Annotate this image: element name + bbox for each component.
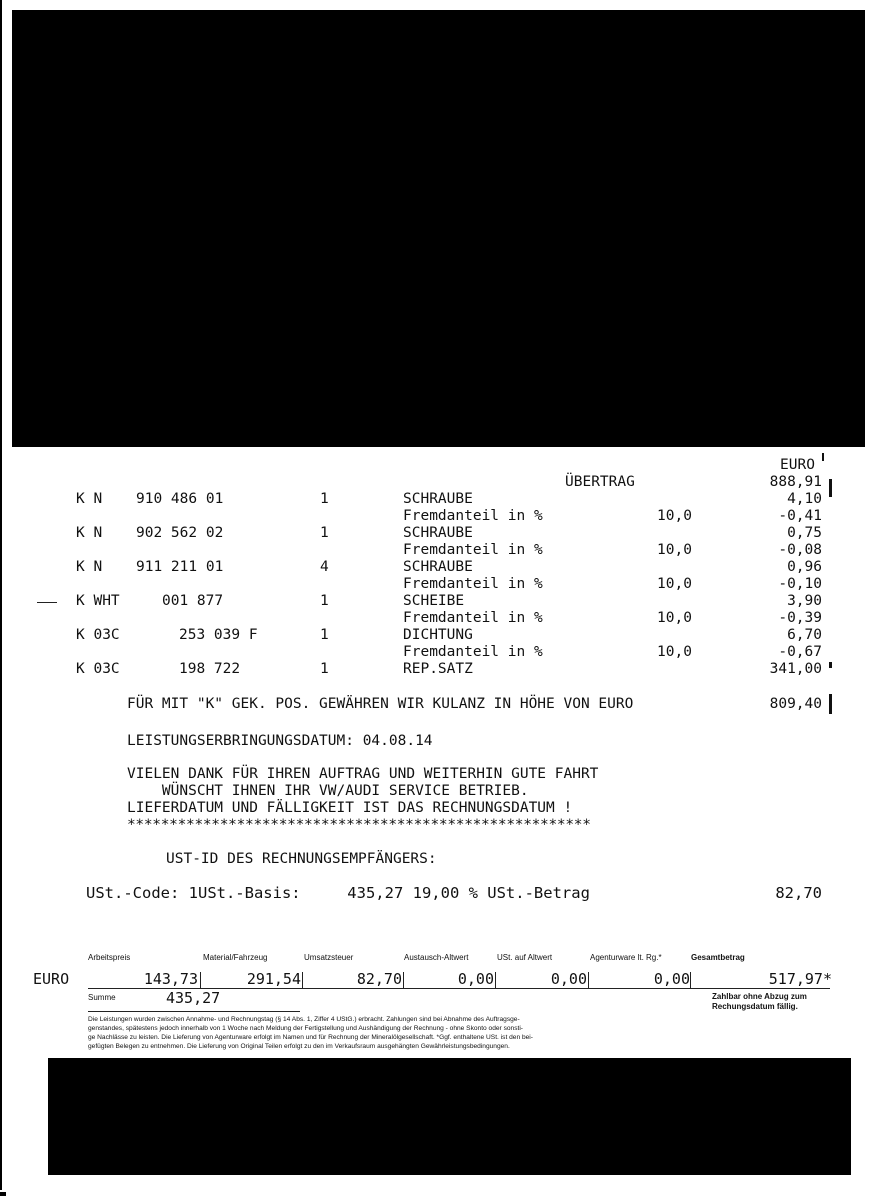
margin-tick-mark [829, 694, 832, 714]
item-amount: 4,10 [787, 491, 822, 507]
item-sub-amount: -0,41 [778, 508, 822, 524]
footnote-line: ge Nachlässe zu leisten. Die Lieferung von Agenturware erfolgt im Namen und für Rechnung der Mineralölgesellschaft. *Ggf. enthaltene USt. ist den bei- [88, 1034, 533, 1041]
tax-line: USt.-Code: 1USt.-Basis: 435,27 19,00 % USt.-Betrag [86, 884, 590, 902]
item-quantity: 1 [320, 593, 329, 609]
sum-label: Summe [88, 993, 116, 1002]
item-amount: 341,00 [769, 661, 822, 677]
margin-tick-mark [829, 662, 832, 668]
header-labor: Arbeitspreis [88, 953, 131, 962]
goodwill-amount: 809,40 [769, 696, 822, 712]
item-sub-description: Fremdanteil in % [403, 576, 543, 592]
footnote-line: genstandes, spätestens jedoch innerhalb von 1 Woche nach Meldung der Fertigstellung und Aushändigung der Rechnung - ohne Skonto oder sonsti- [88, 1025, 523, 1032]
total-exchange-value: 0,00 [457, 970, 494, 988]
column-divider [302, 972, 303, 988]
item-kind: K N [76, 491, 103, 507]
footnote-line: Die Leistungen wurden zwischen Annahme- und Rechnungstag (§ 14 Abs. 1, Ziffer 4 UStG.) erbracht. Zahlungen sind bei Abnahme des Auftragsge- [88, 1016, 520, 1023]
goodwill-text: FÜR MIT "K" GEK. POS. GEWÄHREN WIR KULANZ IN HÖHE VON EURO [127, 696, 634, 712]
header-material: Material/Fahrzeug [203, 953, 268, 962]
item-sub-percent: 10,0 [657, 576, 692, 592]
total-labor: 143,73 [143, 970, 198, 988]
item-description: DICHTUNG [403, 627, 473, 643]
header-vat: Umsatzsteuer [304, 953, 354, 962]
column-divider [588, 972, 589, 988]
item-sub-description: Fremdanteil in % [403, 644, 543, 660]
item-sub-percent: 10,0 [657, 610, 692, 626]
header-grand-total: Gesamtbetrag [691, 953, 745, 962]
item-amount: 0,75 [787, 525, 822, 541]
item-quantity: 1 [320, 627, 329, 643]
totals-currency: EURO [33, 970, 70, 988]
redacted-footer-block [48, 1058, 851, 1175]
carry-over-amount: 888,91 [769, 474, 822, 490]
item-kind: K WHT [76, 593, 120, 609]
item-kind: K 03C [76, 627, 120, 643]
item-amount: 3,90 [787, 593, 822, 609]
item-quantity: 1 [320, 525, 329, 541]
redacted-header-block [12, 10, 865, 447]
thanks-line: WÜNSCHT IHNEN IHR VW/AUDI SERVICE BETRIEB. [127, 783, 529, 799]
item-quantity: 1 [320, 661, 329, 677]
column-divider [403, 972, 404, 988]
item-sub-amount: -0,10 [778, 576, 822, 592]
scan-corner-mark [0, 1192, 6, 1196]
sum-value: 435,27 [166, 989, 221, 1007]
currency-header: EURO [780, 457, 815, 473]
total-agency-goods: 0,00 [653, 970, 690, 988]
scan-edge-line [0, 0, 2, 1190]
asterisk-divider: ******************************************************* [127, 817, 591, 833]
item-part-number: 198 722 [179, 661, 241, 677]
sum-underline [88, 1011, 300, 1012]
footnote-line: gefügten Belegen zu entnehmen. Die Lieferung von Original Teilen erfolgt zu den im Verkaufsraum ausgehängten Gewährleistungsbedingungen. [88, 1043, 510, 1050]
item-part-number: 001 877 [162, 593, 224, 609]
item-kind: K N [76, 525, 103, 541]
tax-amount: 82,70 [775, 884, 822, 902]
total-vat: 82,70 [356, 970, 402, 988]
item-sub-amount: -0,08 [778, 542, 822, 558]
ust-id-label: UST-ID DES RECHNUNGSEMPFÄNGERS: [166, 851, 437, 867]
item-part-number: 902 562 02 [136, 525, 224, 541]
item-quantity: 4 [320, 559, 329, 575]
item-sub-description: Fremdanteil in % [403, 610, 543, 626]
column-divider [200, 972, 201, 988]
item-kind: K N [76, 559, 103, 575]
item-description: SCHRAUBE [403, 525, 473, 541]
thanks-line: LIEFERDATUM UND FÄLLIGKEIT IST DAS RECHNUNGSDATUM ! [127, 800, 573, 816]
item-sub-amount: -0,39 [778, 610, 822, 626]
margin-tick-mark [822, 453, 824, 461]
item-sub-amount: -0,67 [778, 644, 822, 660]
thanks-line: VIELEN DANK FÜR IHREN AUFTRAG UND WEITERHIN GUTE FAHRT [127, 766, 599, 782]
grand-total: 517,97* [768, 970, 832, 988]
item-sub-percent: 10,0 [657, 644, 692, 660]
total-vat-on-exchange: 0,00 [550, 970, 587, 988]
item-description: REP.SATZ [403, 661, 473, 677]
item-part-number: 910 486 01 [136, 491, 224, 507]
payable-note-line: Rechungsdatum fällig. [712, 1002, 798, 1011]
header-vat-on-exchange: USt. auf Altwert [497, 953, 553, 962]
item-amount: 6,70 [787, 627, 822, 643]
carry-over-label: ÜBERTRAG [565, 474, 635, 490]
item-sub-description: Fremdanteil in % [403, 542, 543, 558]
header-agency-goods: Agenturware lt. Rg.* [590, 953, 662, 962]
column-divider [690, 972, 691, 988]
total-material: 291,54 [246, 970, 301, 988]
item-kind: K 03C [76, 661, 120, 677]
item-description: SCHRAUBE [403, 491, 473, 507]
item-description: SCHEIBE [403, 593, 465, 609]
margin-tick-mark [829, 479, 832, 497]
column-divider [495, 972, 496, 988]
item-part-number: 911 211 01 [136, 559, 224, 575]
item-sub-percent: 10,0 [657, 542, 692, 558]
item-description: SCHRAUBE [403, 559, 473, 575]
service-date: LEISTUNGSERBRINGUNGSDATUM: 04.08.14 [127, 733, 433, 749]
item-quantity: 1 [320, 491, 329, 507]
item-sub-percent: 10,0 [657, 508, 692, 524]
header-exchange-value: Austausch-Altwert [404, 953, 469, 962]
item-part-number: 253 039 F [179, 627, 258, 643]
item-sub-description: Fremdanteil in % [403, 508, 543, 524]
margin-dash-mark [37, 602, 57, 603]
payable-note-line: Zahlbar ohne Abzug zum [712, 992, 807, 1001]
item-amount: 0,96 [787, 559, 822, 575]
